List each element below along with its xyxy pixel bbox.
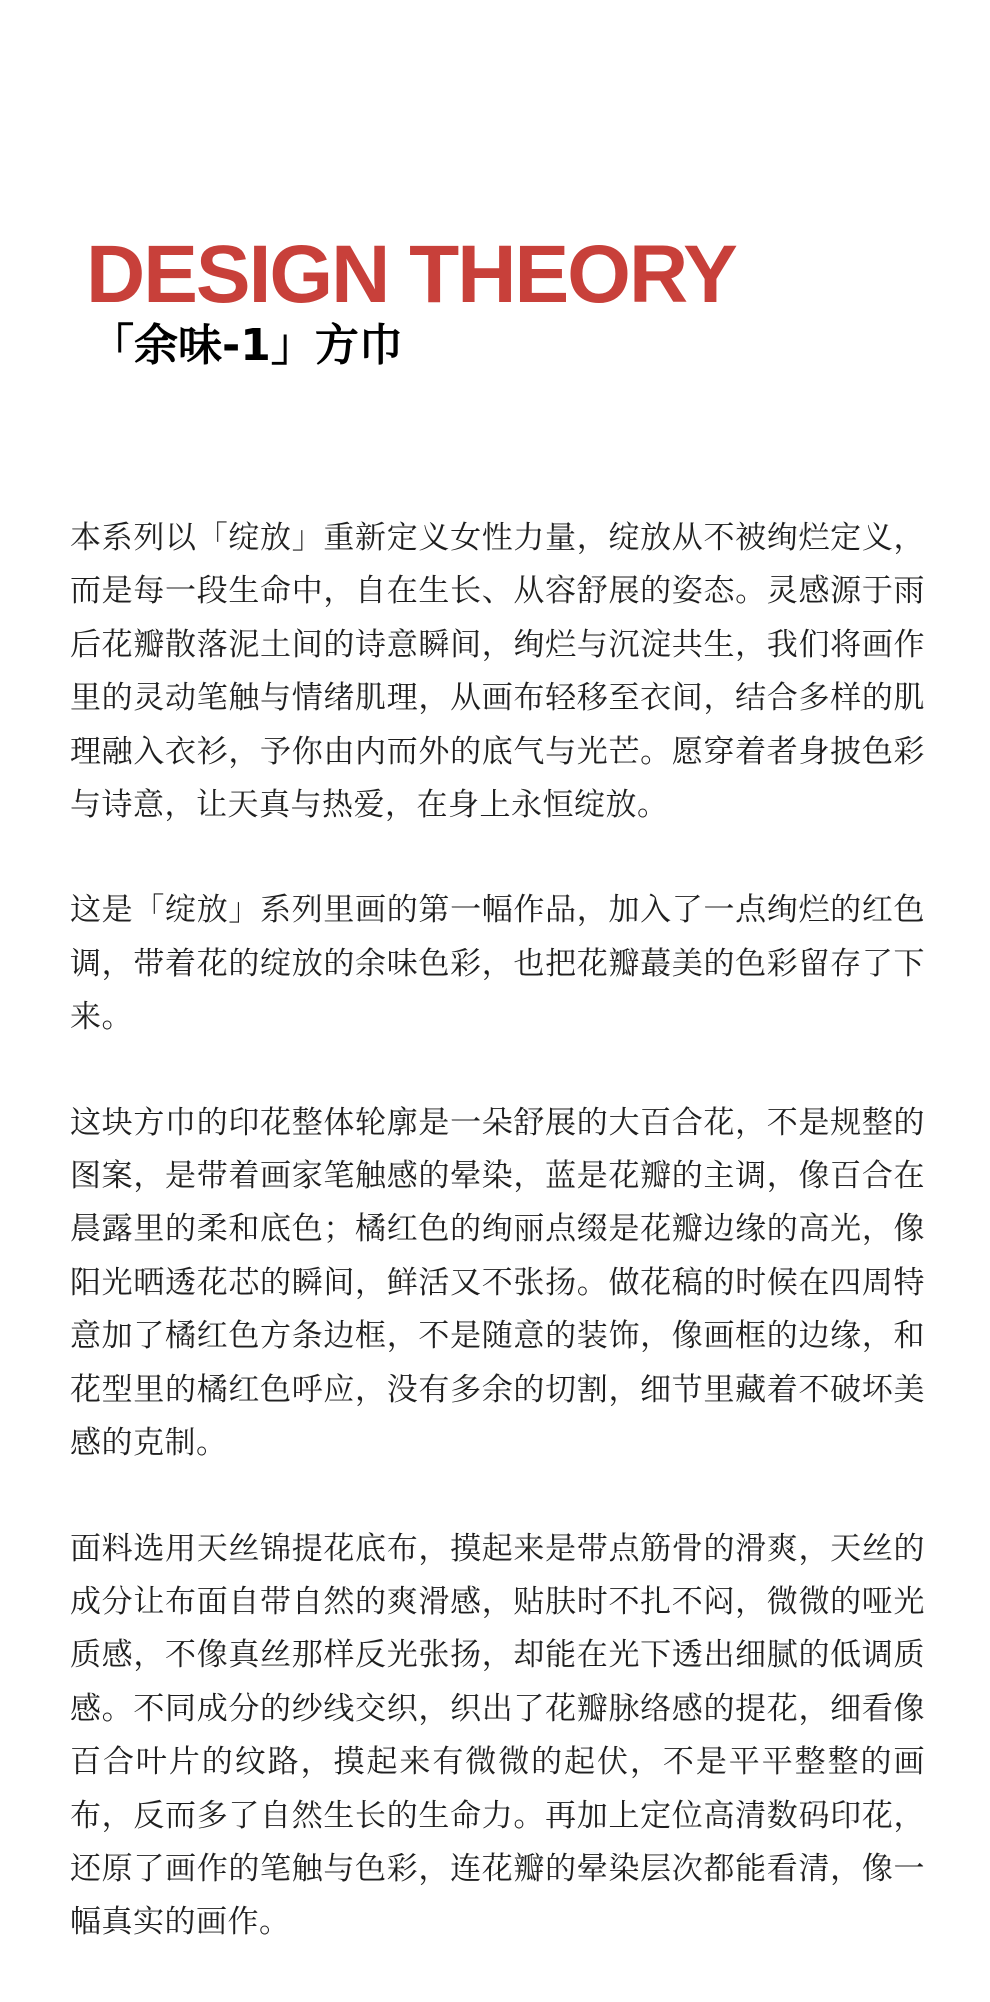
paragraph-first-work: 这是「绽放」系列里画的第一幅作品，加入了一点绚烂的红色调，带着花的绽放的余味色彩，也把花瓣蕞美的色彩留存了下来。 (70, 892, 925, 1036)
product-title: 「余味-1」方巾 (90, 320, 403, 371)
paragraph-concept: 本系列以「绽放」重新定义女性力量，绽放从不被绚烂定义，而是每一段生命中，自在生长、从容舒展的姿态。灵感源于雨后花瓣散落泥土间的诗意瞬间，绚烂与沉淀共生，我们将画作里的灵动笔触与情绪肌理，从画布轻移至衣间，结合多样的肌理融入衣衫，予你由内而外的底气与光芒。愿穿着者身披色彩与诗意，让天真与热爱，在身上永恒绽放。 (70, 520, 925, 824)
heading-block (86, 229, 736, 374)
paragraph-print-design: 这块方巾的印花整体轮廓是一朵舒展的大百合花，不是规整的图案，是带着画家笔触感的晕染，蓝是花瓣的主调，像百合在晨露里的柔和底色；橘红色的绚丽点缀是花瓣边缘的高光，像阳光晒透花芯的瞬间，鲜活又不张扬。做花稿的时候在四周特意加了橘红色方条边框，不是随意的装饰，像画框的边缘，和花型里的橘红色呼应，没有多余的切割，细节里藏着不破坏美感的克制。 (70, 1104, 925, 1462)
article-body (70, 512, 925, 2002)
paragraph-fabric: 面料选用天丝锦提花底布，摸起来是带点筋骨的滑爽，天丝的成分让布面自带自然的爽滑感，贴肤时不扎不闷，微微的哑光质感，不像真丝那样反光张扬，却能在光下透出细腻的低调质感。不同成分的纱线交织，织出了花瓣脉络感的提花，细看像百合叶片的纹路，摸起来有微微的起伏，不是平平整整的画布，反而多了自然生长的生命力。再加上定位高清数码印花，还原了画作的笔触与色彩，连花瓣的晕染层次都能看清，像一幅真实的画作。 (70, 1530, 925, 1941)
section-eyebrow: DESIGN THEORY (86, 229, 736, 320)
